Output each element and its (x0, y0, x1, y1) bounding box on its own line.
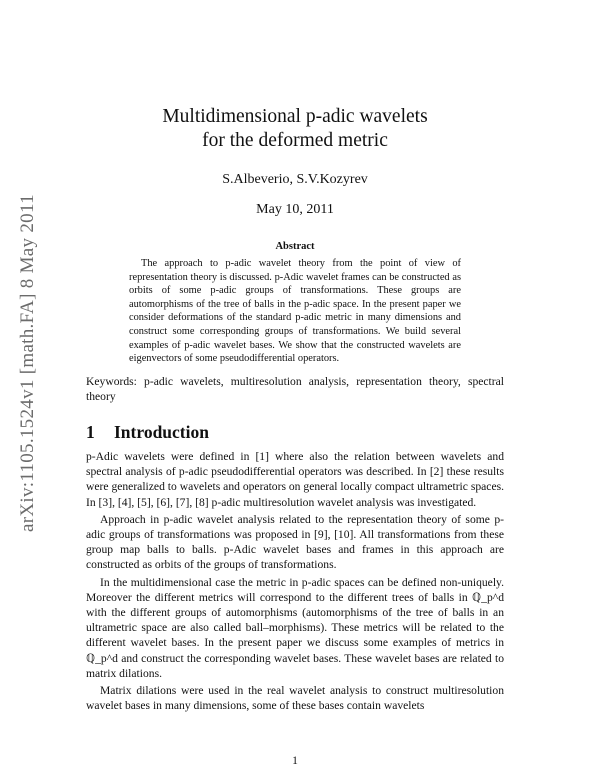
section-title: Introduction (114, 422, 209, 442)
paragraph-4: Matrix dilations were used in the real wavelet analysis to construct multiresolution wavelet bases in many dimensions, some of these bases contain wavelets (86, 684, 504, 713)
paper-title (86, 105, 504, 153)
section-body (86, 449, 504, 715)
arxiv-identifier: arXiv:1105.1524v1 [math.FA] 8 May 2011 (17, 194, 38, 532)
abstract-text: The approach to p-adic wavelet theory from the point of view of representation theory is discussed. p-Adic wavelet frames can be constructed as orbits of some p-adic groups of transformations. These groups are automorphisms of the tree of balls in the p-adic space. In the present paper we consider deformations of the standard p-adic metric in many dimensions and construct some corresponding groups of transformations. We build several examples of p-adic wavelet bases. We show that the constructed wavelets are eigenvectors of some pseudodifferential operators. (129, 258, 461, 365)
paragraph-2: Approach in p-adic wavelet analysis related to the representation theory of some p-adic groups of transformations was proposed in [9], [10]. All transformations from these group map balls to balls. p-Adic wavelet bases and frames in this approach are constructed as orbits of the groups of transformations. (86, 512, 504, 572)
abstract-heading: Abstract (275, 241, 315, 252)
title-line-2: for the deformed metric (202, 130, 388, 151)
keywords: Keywords: p-adic wavelets, multiresolution analysis, representation theory, spectral theory (86, 375, 504, 403)
title-line-1: Multidimensional p-adic wavelets (162, 106, 428, 127)
arxiv-sidebar (14, 0, 42, 776)
paragraph-3: In the multidimensional case the metric in p-adic spaces can be defined non-uniquely. Moreover the different metrics will correspond to the different trees of balls in ℚ_p^d with the different groups of automorphisms (automorphisms of the tree of balls in an ultrametric space are also called ball–morphisms). These metrics will be related to the different wavelet bases. In the present paper we discuss some examples of metrics in ℚ_p^d and construct the corresponding wavelet bases. These wavelet bases are related to matrix dilations. (86, 575, 504, 680)
page-number: 1 (292, 754, 298, 767)
paragraph-1: p-Adic wavelets were defined in [1] where also the relation between wavelets and spectral analysis of p-adic pseudodifferential operators was described. In [2] these results were generalized to wavelets and operators on general locally compact ultrametric spaces. In [3], [4], [5], [6], [7], [8] p-adic multiresolution wavelet analysis was investigated. (86, 450, 504, 509)
date: May 10, 2011 (256, 202, 334, 217)
abstract-body (129, 257, 461, 366)
section-number: 1 (86, 422, 95, 442)
section-heading (86, 422, 209, 443)
authors: S.Albeverio, S.V.Kozyrev (222, 172, 368, 187)
